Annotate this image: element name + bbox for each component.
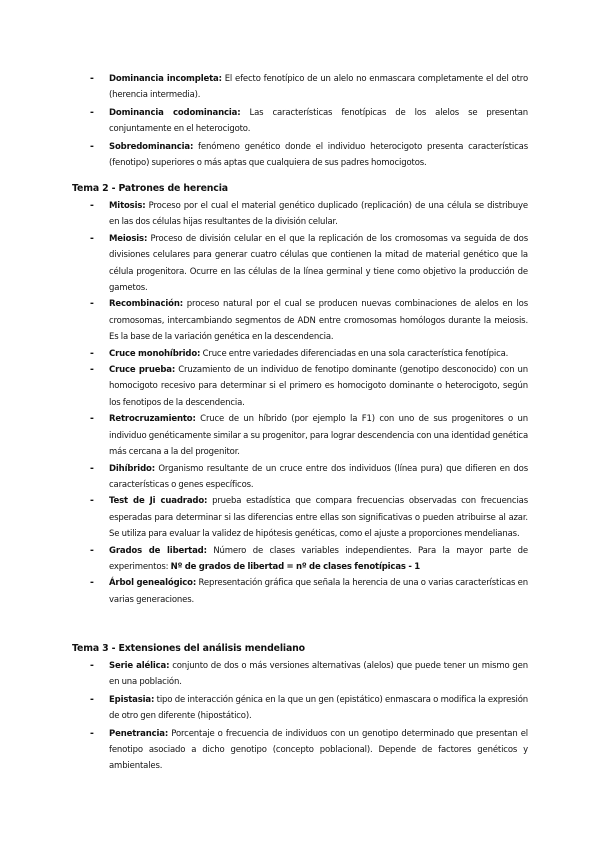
list-bullet: -	[90, 462, 94, 474]
list-bullet: -	[90, 140, 94, 152]
list-bullet: -	[90, 298, 94, 310]
item-definition: Cruce entre variedades diferenciadas en una sola característica fenotípica.	[200, 348, 509, 359]
section-heading: Tema 2 - Patrones de herencia	[72, 183, 228, 194]
item-term: Grados de libertad:	[109, 545, 207, 556]
list-item	[72, 231, 528, 297]
item-term: Cruce monohíbrido:	[109, 348, 201, 359]
list-item	[72, 658, 528, 691]
item-term: Dihíbrido:	[109, 463, 155, 474]
item-definition: El efecto fenotípico de un alelo no enmascara completamente el del otro (herencia intermedia).	[109, 74, 528, 101]
list-bullet: -	[90, 727, 94, 739]
item-definition: conjunto de dos o más versiones alternativas (alelos) que puede tener un mismo gen en una población.	[109, 661, 528, 688]
section-tema-2	[72, 182, 528, 608]
list-item	[72, 362, 528, 411]
item-definition: Cruzamiento de un individuo de fenotipo dominante (genotipo desconocido) con un homocigoto recesivo para determinar si el primero es homocigoto dominante o heterocigoto, según los fenotipos de la descendencia.	[109, 365, 528, 408]
list-item	[72, 71, 528, 104]
item-term: Cruce prueba:	[109, 365, 176, 376]
item-term: Mitosis:	[109, 201, 146, 211]
item-definition: proceso natural por el cual se producen nuevas combinaciones de alelos en los cromosomas, intercambiando segmentos de ADN entre cromosomas homólogos durante la meiosis. Es la base de la variación genética en la descendencia.	[109, 299, 528, 343]
item-definition: fenómeno genético donde el individuo heterocigoto presenta características (fenotipo) superiores o más aptas que cualquiera de sus padres homocigotos.	[109, 141, 528, 169]
list-bullet: -	[90, 364, 94, 376]
item-term: Serie alélica:	[109, 661, 170, 671]
item-term: Retrocruzamiento:	[109, 414, 196, 425]
item-definition: Proceso de división celular en el que la replicación de los cromosomas va seguida de dos divisiones celulares para generar cuatro células que contienen la mitad de material genético que la célula progenitora. Ocurre en las células de la línea germinal y tiene como objetivo la producción de gametos.	[109, 233, 528, 294]
list-bullet: -	[90, 232, 94, 244]
list-item	[72, 198, 528, 231]
item-definition: Representación gráfica que señala la herencia de una o varias características en varias generaciones.	[109, 578, 528, 605]
list-item	[72, 726, 528, 775]
list-bullet: -	[90, 106, 94, 118]
list-bullet: -	[90, 693, 94, 705]
list-item	[72, 493, 528, 542]
section-tema-3	[72, 642, 528, 775]
list-bullet: -	[90, 495, 94, 507]
item-term: Dominancia incompleta:	[109, 74, 222, 84]
section-heading: Tema 3 - Extensiones del análisis mendeliano	[72, 643, 305, 654]
list-item	[72, 575, 528, 608]
item-definition: Organismo resultante de un cruce entre dos individuos (línea pura) que difieren en dos características o genes específicos.	[109, 463, 528, 490]
item-term: Árbol genealógico:	[109, 578, 197, 589]
list-bullet: -	[90, 347, 94, 359]
list-bullet: -	[90, 413, 94, 425]
list-bullet: -	[90, 577, 94, 589]
item-term: Recombinación:	[109, 299, 183, 310]
formula: Nº de grados de libertad = nº de clases fenotípicas - 1	[170, 561, 420, 572]
list-item	[72, 105, 528, 138]
list-item	[72, 543, 528, 576]
list-item	[72, 692, 528, 725]
item-definition: Las características fenotípicas de los alelos se presentan conjuntamente en el heterocigoto.	[109, 107, 528, 135]
item-definition: Número de clases variables independientes. Para la mayor parte de experimentos:	[109, 545, 528, 572]
list-bullet: -	[90, 544, 94, 556]
item-term: Sobredominancia:	[109, 141, 194, 152]
list-bullet: -	[90, 200, 94, 211]
list-item	[72, 461, 528, 494]
item-term: Epistasia:	[109, 694, 155, 705]
item-term: Test de Ji cuadrado:	[109, 496, 208, 507]
list-item	[72, 411, 528, 460]
item-definition: tipo de interacción génica en la que un gen (epistático) enmascara o modifica la expresión de otro gen diferente (hipostático).	[109, 694, 528, 722]
item-term: Penetrancia:	[109, 728, 169, 739]
list-bullet: -	[90, 660, 94, 671]
item-definition: Proceso por el cual el material genético duplicado (replicación) de una célula se distribuye en las dos células hijas resultantes de la división celular.	[109, 201, 528, 228]
list-item	[72, 296, 528, 345]
item-definition: Cruce de un híbrido (por ejemplo la F1) con uno de sus progenitores o un individuo genéticamente similar a su progenitor, para lograr descendencia con una identidad genética más cercana a la del progenitor.	[109, 414, 528, 458]
item-definition: prueba estadística que compara frecuencias observadas con frecuencias esperadas para determinar si las diferencias entre ellas son significativas o pueden atribuirse al azar. Se utiliza para evaluar la validez de hipótesis genéticas, como el ajuste a proporciones mendelianas.	[109, 496, 528, 540]
list-item	[72, 139, 528, 172]
list-item	[72, 346, 528, 362]
list-bullet: -	[90, 73, 94, 84]
dominance-list	[72, 71, 528, 171]
item-definition: Porcentaje o frecuencia de individuos con un genotipo determinado que presentan el fenotipo asociado a dicho genotipo (concepto poblacional). Depende de factores genéticos y ambientales.	[109, 728, 528, 772]
item-term: Meiosis:	[109, 233, 148, 244]
item-term: Dominancia codominancia:	[109, 107, 241, 118]
